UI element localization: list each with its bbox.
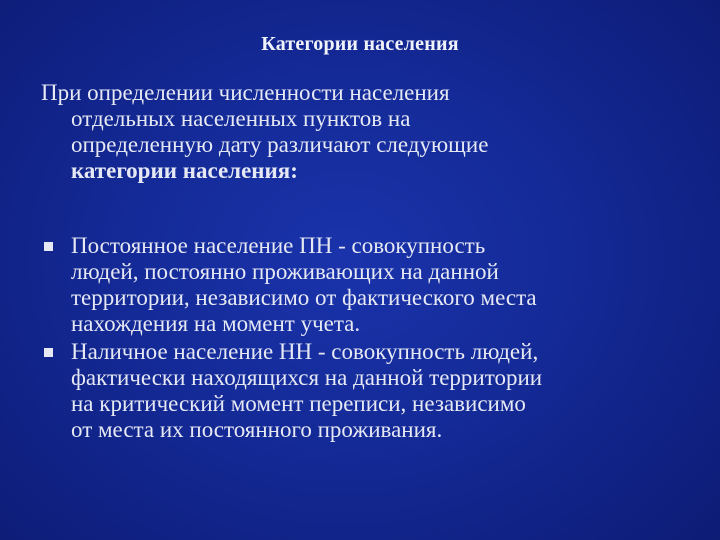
intro-line: отдельных населенных пунктов на xyxy=(71,106,411,131)
bullet-item xyxy=(41,233,681,337)
bullet-line: от места их постоянного проживания. xyxy=(71,417,443,442)
intro-paragraph xyxy=(41,80,681,184)
bullet-line: на критический момент переписи, независимо xyxy=(71,391,526,416)
intro-line: определенную дату различают следующие xyxy=(71,132,489,157)
square-bullet-icon xyxy=(44,348,53,357)
bullet-list xyxy=(41,233,681,445)
square-bullet-icon xyxy=(44,242,53,251)
bullet-line: нахождения на момент учета. xyxy=(71,311,361,336)
bullet-line: Наличное население НН - совокупность людей, xyxy=(71,339,539,364)
bullet-line: территории, независимо от фактического места xyxy=(71,285,537,310)
bullet-item xyxy=(41,339,681,443)
intro-strong-line: категории населения: xyxy=(71,158,298,183)
bullet-line: людей, постоянно проживающих на данной xyxy=(71,259,499,284)
intro-line: При определении численности населения xyxy=(41,80,450,105)
slide-title: Категории населения xyxy=(261,33,459,55)
bullet-line: фактически находящихся на данной территории xyxy=(71,365,543,390)
bullet-line: Постоянное население ПН - совокупность xyxy=(71,233,486,258)
